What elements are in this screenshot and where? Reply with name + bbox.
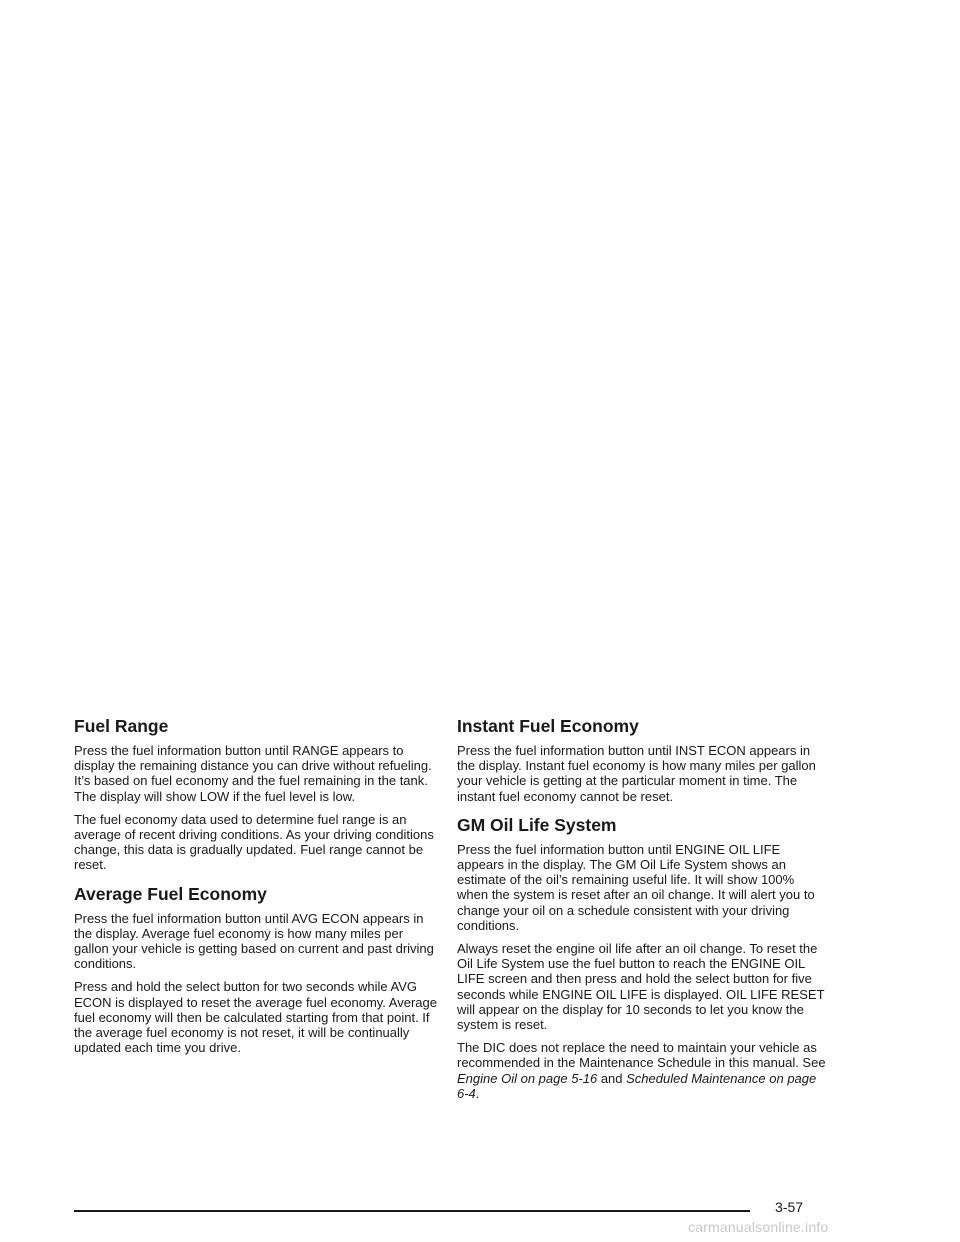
paragraph-gm-oil-life-3-end: .: [475, 1085, 480, 1101]
footer-rule: [74, 1210, 750, 1212]
paragraph-gm-oil-life-1: Press the fuel information button until ENGINE OIL LIFE appears in the display. The GM Oil Life System shows an estimate of the oil’s remaining useful life. It will show 100% when the system is reset after an oil change. It will alert you to change your oil on a schedule consistent with your driving conditions.: [457, 841, 815, 933]
link-scheduled-maintenance[interactable]: Scheduled Maintenance on page 6-4: [457, 1070, 817, 1101]
link-engine-oil[interactable]: Engine Oil on page 5-16: [457, 1070, 598, 1086]
paragraph-instant-fuel-economy-1: Press the fuel information button until INST ECON appears in the display. Instant fuel economy is how many miles per gallon your vehicle is getting at the particular moment in time. The instant fuel economy cannot be reset.: [457, 743, 816, 804]
paragraph-average-fuel-economy-2: Press and hold the select button for two seconds while AVG ECON is displayed to reset the average fuel economy. Average fuel economy will then be calculated starting from that point. If the average fuel economy is not reset, it will be continually updated each time you drive.: [74, 979, 437, 1056]
watermark: carmanualsonline.info: [688, 1219, 829, 1235]
heading-average-fuel-economy: Average Fuel Economy: [74, 883, 267, 904]
heading-fuel-range: Fuel Range: [74, 716, 169, 736]
section-gm-oil-life-system: [457, 815, 827, 1101]
left-column: [74, 716, 440, 1063]
paragraph-average-fuel-economy-1: Press the fuel information button until AVG ECON appears in the display. Average fuel economy is how many miles per gallon your vehicle is getting based on current and past driving conditions.: [74, 910, 434, 972]
section-average-fuel-economy: [74, 884, 440, 1056]
paragraph-gm-oil-life-3: [457, 1040, 827, 1101]
heading-instant-fuel-economy: Instant Fuel Economy: [457, 716, 639, 736]
heading-gm-oil-life-system: GM Oil Life System: [457, 814, 617, 835]
paragraph-fuel-range-1: Press the fuel information button until RANGE appears to display the remaining distance you can drive without refueling. It’s based on fuel economy and the fuel remaining in the tank. The display will show LOW if the fuel level is low.: [74, 743, 432, 804]
right-column: [457, 716, 827, 1109]
paragraph-gm-oil-life-3-text: The DIC does not replace the need to maintain your vehicle as recommended in the Maintenance Schedule in this manual. See: [457, 1040, 826, 1071]
paragraph-gm-oil-life-2: Always reset the engine oil life after an oil change. To reset the Oil Life System use the fuel button to reach the ENGINE OIL LIFE screen and then press and hold the select button for five seconds while ENGINE OIL LIFE is displayed. OIL LIFE RESET will appear on the display for 10 seconds to let you know the system is reset.: [457, 941, 825, 1033]
paragraph-fuel-range-2: The fuel economy data used to determine fuel range is an average of recent driving conditions. As your driving conditions change, this data is gradually updated. Fuel range cannot be reset.: [74, 811, 434, 873]
page-number: 3-57: [775, 1199, 804, 1215]
paragraph-gm-oil-life-3-joiner: and: [597, 1070, 627, 1086]
section-fuel-range: [74, 716, 440, 873]
section-instant-fuel-economy: [457, 716, 827, 804]
